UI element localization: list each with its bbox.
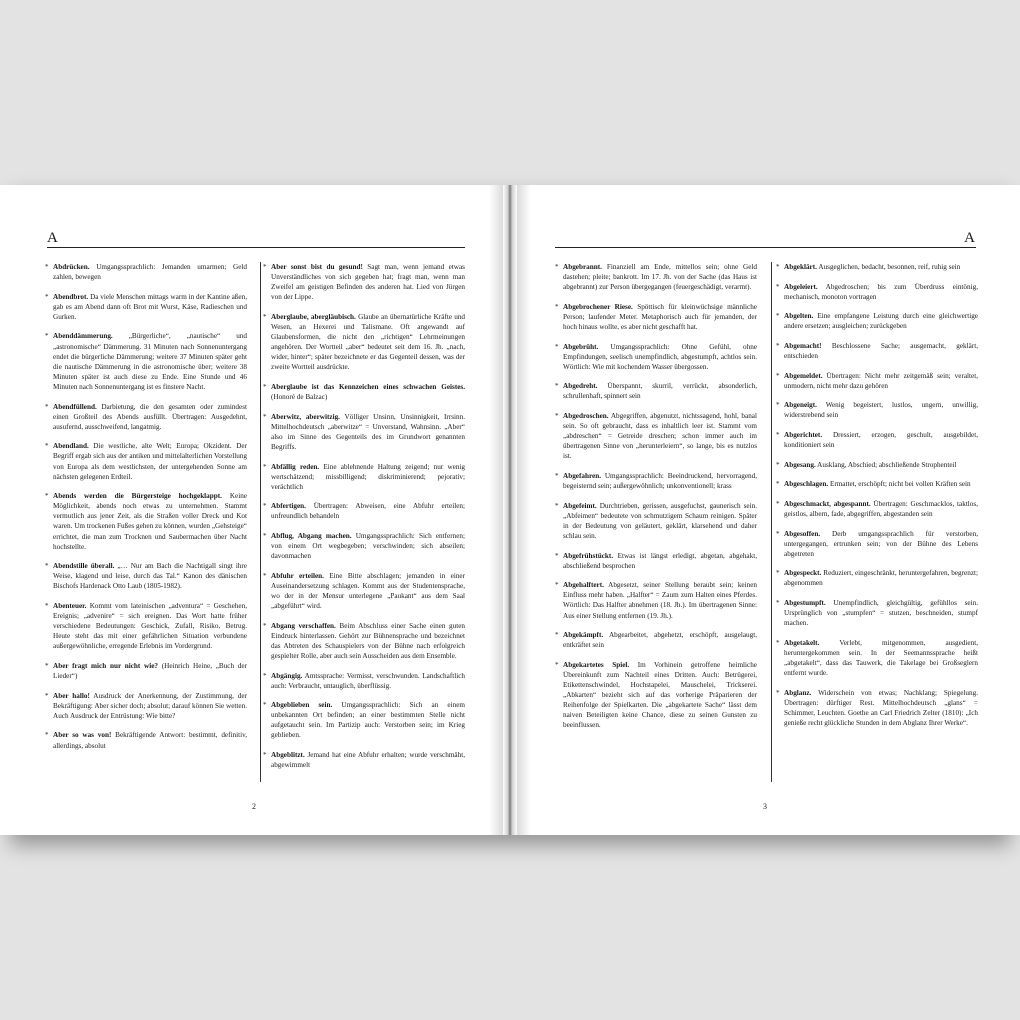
entry-definition: Amtssprache: Vermisst, verschwunden. Landschaftlich auch: Verbraucht, untauglich, überflüssig.: [271, 671, 465, 690]
dictionary-entry: [555, 302, 758, 332]
bullet-icon: *: [776, 371, 780, 380]
entry-definition: Umgangssprachlich: Jemanden umarmen; Geld zahlen, bewegen: [53, 263, 248, 282]
bullet-icon: *: [45, 442, 49, 451]
bullet-icon: *: [555, 501, 559, 510]
entry-definition: Beschlossene Sache; ausgemacht, geklärt, entschieden: [784, 341, 979, 361]
left-column-1: [45, 262, 248, 760]
bullet-icon: *: [263, 462, 267, 471]
dictionary-entry: [555, 381, 757, 401]
dictionary-entry: [45, 491, 247, 552]
bullet-icon: *: [776, 460, 780, 469]
entry-definition: Übertragen: Abweisen, eine Abfuhr erteilen; unfreundlich behandeln: [271, 502, 466, 521]
right-column-2: [776, 262, 979, 738]
dictionary-entry: [776, 430, 978, 450]
entry-term: Abgesang.: [784, 460, 816, 469]
bullet-icon: *: [776, 638, 780, 647]
entry-term: Abgebrüht.: [563, 342, 599, 351]
bullet-icon: *: [555, 581, 559, 590]
entry-term: Abgelten.: [784, 312, 814, 321]
entry-definition: „Bürgerliche“, „nautische“ und „astronomische“ Dämmerung. 31 Minuten nach Sonnenuntergang endet die bürgerliche Dämmerung; weitere 37 Minuten später geht die nautische Dämmerung in die astronomische über; weitere 38 Minuten später ist auch diese zu Ende. Eine Stunde und 46 Minuten nach Sonnenuntergang ist es finstere Nacht.: [53, 332, 247, 391]
bullet-icon: *: [776, 282, 780, 291]
dictionary-entry: [263, 750, 465, 770]
bullet-icon: *: [555, 302, 559, 311]
bullet-icon: *: [555, 472, 559, 480]
entry-term: Abgetakelt.: [784, 638, 820, 647]
bullet-icon: *: [263, 312, 267, 321]
entry-definition: (Honoré de Balzac): [271, 393, 328, 402]
dictionary-entry: [263, 412, 465, 452]
dictionary-entry: [263, 531, 465, 561]
bullet-icon: *: [263, 382, 267, 391]
header-rule: [47, 247, 465, 248]
dictionary-entry: [45, 661, 247, 681]
entry-term: Abgeschlagen.: [784, 480, 829, 489]
dictionary-entry: [45, 292, 248, 322]
entry-term: Abgängig.: [271, 671, 303, 680]
entry-definition: Etwas ist längst erledigt, abgetan, abgehakt, abschließend besprochen: [563, 551, 757, 570]
dictionary-entry: [263, 621, 465, 661]
entry-term: Aber so was von!: [53, 731, 112, 740]
dictionary-entry: [45, 402, 248, 432]
bullet-icon: *: [555, 412, 559, 421]
entry-definition: Eine Bitte abschlagen; jemanden in einer Auseinandersetzung schlagen. Kommt aus der Studentensprache, wo der in der Mensur unterlegene „Paukant“ aus dem Saal „abgeführt“ wird.: [271, 571, 466, 611]
entry-term: Abends werden die Bürgersteige hochgeklappt.: [53, 492, 222, 501]
entry-term: Abgemeldet.: [784, 371, 823, 380]
entry-term: Abgefahren.: [563, 472, 602, 480]
bullet-icon: *: [776, 569, 780, 578]
entry-term: Abgekartetes Spiel.: [563, 660, 630, 669]
entry-term: Abendstille überall.: [53, 562, 115, 571]
entry-definition: Glaube an übernatürliche Kräfte und Wesen, an Hexerei und Talismane. Oft angewandt auf Glaubensformen, die nicht den „richtigen“ Lehrmeinungen angehören. Der Wortteil „aber“ bedeutet seit dem 16. Jh. „nach, wider, hinter“; später bezeichnete er das Gegenteil dessen, was der zweite Wortteil ausdrückte.: [271, 312, 466, 372]
right-column-1: [555, 262, 758, 740]
bullet-icon: *: [263, 751, 267, 760]
dictionary-entry: [555, 630, 757, 650]
right-page: [513, 185, 1020, 835]
dictionary-entry: [776, 479, 978, 489]
dictionary-entry: [555, 660, 758, 731]
entry-definition: Bekräftigende Antwort: bestimmt, definitiv, allerdings, absolut: [53, 731, 248, 750]
bullet-icon: *: [263, 571, 267, 580]
entry-term: Abfällig reden.: [271, 462, 320, 471]
entry-definition: Ermattet, erschöpft; nicht bei vollen Kräften sein: [829, 480, 971, 489]
page-number: 3: [763, 802, 767, 811]
entry-term: Abgeklärt.: [784, 263, 817, 271]
dictionary-entry: [263, 382, 465, 402]
dictionary-entry: [555, 551, 757, 571]
bullet-icon: *: [555, 263, 559, 271]
book-gutter: [503, 185, 517, 835]
entry-definition: Umgangssprachlich: Sich an einem unbekannten Ort befinden; an einer bestimmten Stelle nicht aufgetaucht sein. Im Partizip auch: Verstorben sein; im Krieg geblieben.: [271, 701, 465, 740]
entry-term: Abgebrannt.: [563, 263, 602, 271]
dictionary-entry: [776, 311, 979, 331]
dictionary-entry: [776, 529, 978, 559]
bullet-icon: *: [776, 499, 780, 508]
entry-definition: Die westliche, alte Welt; Europa; Okzident. Der Begriff ergab sich aus der antiken und mittelalterlichen Vorstellung von Europa als dem westlichsten, der untergehenden Sonne am nächsten gelegenen Erdteil.: [53, 442, 247, 481]
bullet-icon: *: [263, 671, 267, 680]
entry-definition: Verlebt, mitgenommen, ausgedient, heruntergekommen sein. In der Seemannssprache heißt „abgetakelt“, dass das Tauwerk, die Takelage bei Großseglern entfernt wurde.: [784, 638, 978, 678]
dictionary-entry: [555, 342, 757, 372]
entry-definition: Jemand hat eine Abfuhr erhalten; wurde verschmäht, abgewimmelt: [271, 751, 465, 770]
dictionary-entry: [776, 460, 978, 470]
column-divider: [260, 262, 261, 782]
dictionary-entry: [263, 312, 466, 373]
bullet-icon: *: [45, 492, 49, 501]
bullet-icon: *: [776, 312, 780, 321]
bullet-icon: *: [263, 531, 267, 540]
entry-definition: Abgegriffen, abgenutzt, nichtssagend, hohl, banal sein. So oft gebraucht, dass es inhaltlich leer ist. Stammt vom „abdreschen“ = Getreide dreschen; schon immer auch im übertragenen Sinne von „herunterleiern“, so lange, bis es nutzlos ist.: [563, 412, 757, 461]
entry-definition: Völliger Unsinn, Unsinnigkeit, Irrsinn. Mittelhochdeutsch „aberwitze“ = Unverstand, Wahnsinn. „Aber“ also im Sinne des Gegenteils des im Grundwort genannten Begriffs.: [271, 412, 465, 451]
entry-term: Abgefrühstückt.: [563, 551, 614, 560]
bullet-icon: *: [45, 332, 49, 341]
entry-definition: Abgedroschen; bis zum Überdruss eintönig, mechanisch, monoton vortragen: [784, 282, 978, 301]
dictionary-entry: [776, 282, 978, 302]
entry-definition: Überspannt, skurril, verrückt, absonderlich, schrullenhaft, spinnert sein: [563, 382, 757, 401]
entry-definition: Keine Möglichkeit, abends noch etwas zu unternehmen. Stammt vermutlich aus jener Zeit, als die Straßen voller Dreck und Kot waren. Um trockenen Fußes gehen zu können, wurden „Gehsteige“ errichtet, die man zum Trocknen und Saubermachen über Nacht hochstellte.: [53, 492, 247, 551]
entry-term: Abgang verschaffen.: [271, 621, 336, 630]
section-letter: A: [47, 230, 58, 246]
dictionary-entry: [45, 601, 248, 651]
entry-term: Abgeleiert.: [784, 282, 818, 291]
entry-term: Abendbrot.: [53, 292, 89, 301]
entry-term: Abgeschmackt, abgespannt.: [784, 499, 871, 508]
entry-term: Abenddämmerung.: [53, 332, 113, 341]
bullet-icon: *: [555, 631, 559, 640]
dictionary-entry: [45, 331, 247, 392]
entry-definition: Sagt man, wenn jemand etwas Unverständliches von sich gegeben hat; fragt man, wenn man Zweifel am geistigen Befinden des anderen hat. Lied von Jürgen von der Lippe.: [271, 263, 465, 302]
entry-term: Abgedreht.: [563, 382, 598, 391]
entry-term: Abgehalftert.: [563, 581, 604, 590]
entry-definition: Abgearbeitet, abgehetzt, erschöpft, ausgelaugt, entkräftet sein: [563, 631, 757, 650]
dictionary-entry: [263, 571, 466, 611]
bullet-icon: *: [263, 701, 267, 710]
dictionary-entry: [555, 262, 758, 292]
entry-term: Abgefeimt.: [563, 501, 597, 510]
entry-term: Abfuhr erteilen.: [271, 571, 324, 580]
entry-definition: Eine ablehnende Haltung zeigend; nur wenig wertschätzend; missbilligend; diskriminierend; pejorativ; verächtlich: [271, 462, 466, 491]
entry-definition: Umgangssprachlich: Beeindruckend, hervorragend, begeisternd sein; außergewöhnlich; unkonventionell; krass: [563, 472, 757, 491]
bullet-icon: *: [776, 263, 780, 271]
entry-definition: Widerschein von etwas; Nachklang; Spiegelung. Übertragen: dürftiger Rest. Mittelhochdeutsch „glans“ = Schimmer, Leuchten. Goethe an Carl Friedrich Zelter (1810): „Ich genieße recht glückliche Stunden in dem Abglanz Ihrer Werke“.: [784, 688, 978, 727]
entry-term: Aberglaube, abergläubisch.: [271, 312, 356, 321]
bullet-icon: *: [776, 480, 780, 489]
dictionary-entry: [555, 411, 757, 461]
column-divider: [771, 262, 772, 782]
entry-definition: Umgangssprachlich: Ohne Gefühl, ohne Empfindungen, seelisch unempfindlich, abgestumpft, achtlos sein. Wörtlich: Wie mit kochendem Wasser übergossen.: [563, 342, 757, 371]
entry-definition: Im Vorhinein getroffene heimliche Übereinkunft zum Nachteil eines Dritten. Auch: Betrügerei, Etikettenschwindel, Hochstapelei, Mauschelei, Trickserei. „Abkarten“ bezieht sich auf das vorherige Präparieren der Reihenfolge der Spielkarten. Die „abgekartete Sache“ lässt dem naiven Beteiligten keine Chance, diese zu seinen Gunsten zu beeinflussen.: [563, 660, 758, 730]
bullet-icon: *: [776, 401, 780, 410]
entry-definition: „… Nur am Bach die Nachtigall singt ihre Weise, klagend und leise, durch das Tal.“ Kanon des dänischen Bischofs Hardenack Otto Laub (1805-1982).: [53, 562, 247, 591]
dictionary-entry: [776, 371, 979, 391]
entry-term: Abgeneigt.: [784, 401, 817, 410]
dictionary-entry: [776, 598, 978, 628]
bullet-icon: *: [776, 431, 780, 440]
entry-term: Abgemacht!: [784, 341, 822, 350]
dictionary-entry: [263, 700, 465, 740]
bullet-icon: *: [555, 382, 559, 391]
entry-term: Abgesoffen.: [784, 529, 821, 538]
entry-definition: Kommt vom lateinischen „adventura“ = Geschehen, Ereignis; „advenire“ = sich ereignen. Das Wort hatte früher verschiedene Bedeutungen: Geschick, Zufall, Risiko, Betrug. Heute steht das mit einer gefährlichen Situation verbundene außergewöhnliche, erregende Erlebnis im Vordergrund.: [53, 602, 248, 651]
entry-definition: Ausgeglichen, bedacht, besonnen, reif, ruhig sein: [818, 263, 961, 271]
bullet-icon: *: [263, 502, 267, 511]
entry-term: Abgedroschen.: [563, 412, 609, 421]
entry-term: Abendland.: [53, 442, 89, 451]
dictionary-entry: [776, 499, 978, 519]
bullet-icon: *: [776, 599, 780, 608]
header-rule: [555, 247, 976, 248]
entry-term: Abgerichtet.: [784, 431, 823, 440]
bullet-icon: *: [776, 529, 780, 538]
dictionary-entry: [263, 462, 466, 492]
dictionary-entry: [45, 691, 247, 721]
dictionary-entry: [45, 730, 248, 750]
left-page: [0, 185, 507, 835]
bullet-icon: *: [45, 731, 49, 740]
entry-definition: Dressiert, erzogen, geschult, ausgebildet, konditioniert sein: [784, 431, 978, 450]
bullet-icon: *: [45, 562, 49, 571]
bullet-icon: *: [263, 263, 267, 271]
entry-term: Abendfüllend.: [53, 402, 97, 411]
entry-term: Aberwitz, aberwitzig.: [271, 412, 340, 421]
entry-definition: Übertragen: Geschmacklos, taktlos, geistlos, albern, fade, abgegriffen, abgestanden sein: [784, 499, 978, 518]
dictionary-entry: [776, 638, 978, 678]
entry-term: Abgebrochener Riese.: [563, 302, 633, 311]
entry-term: Abdrücken.: [53, 263, 90, 271]
entry-term: Aber hallo!: [53, 691, 90, 700]
entry-definition: Darbietung, die den gesamten oder zumindest einen Großteil des Abends ausfüllt. Übertragen: Ausgedehnt, ausufernd, ausschweifend, langatmig.: [53, 402, 248, 431]
entry-term: Aber sonst bist du gesund!: [271, 263, 363, 271]
entry-term: Aberglaube ist das Kennzeichen eines schwachen Geistes.: [271, 382, 465, 391]
entry-definition: Derb umgangssprachlich für verstorben, untergegangen, ertrunken sein; von der Bühne des Lebens abgetreten: [784, 529, 978, 558]
entry-term: Abenteuer.: [53, 602, 87, 611]
dictionary-entry: [555, 471, 757, 491]
bullet-icon: *: [45, 602, 49, 611]
dictionary-entry: [45, 441, 247, 481]
entry-term: Abflug, Abgang machen.: [271, 531, 352, 540]
dictionary-entry: [776, 341, 979, 361]
dictionary-entry: [263, 262, 465, 302]
entry-term: Abgespeckt.: [784, 569, 822, 578]
dictionary-entry: [45, 262, 248, 282]
bullet-icon: *: [555, 342, 559, 351]
bullet-icon: *: [45, 402, 49, 411]
entry-term: Abfertigen.: [271, 502, 306, 511]
entry-definition: (Heinrich Heine, „Buch der Lieder“): [53, 662, 247, 681]
bullet-icon: *: [263, 412, 267, 421]
dictionary-entry: [555, 580, 757, 620]
entry-definition: Da viele Menschen mittags warm in der Kantine aßen, gab es am Abend dann oft Brot mit Wurst, Käse, Radieschen und Gurken.: [53, 292, 248, 321]
bullet-icon: *: [555, 551, 559, 560]
bullet-icon: *: [555, 660, 559, 669]
entry-definition: Ausdruck der Anerkennung, der Zustimmung, der Bekräftigung: Aber sicher doch; absolut; darauf können Sie wetten. Auch Ausdruck der Entrüstung: Wie bitte?: [53, 691, 247, 720]
entry-definition: Abgesetzt, seiner Stellung beraubt sein; keinen Einfluss mehr haben. „Halfter“ = Zaum zum Halten eines Pferdes. Wörtlich: Das Halfter abnehmen (18. Jh.). Im übertragenen Sinne: Aus einer Stellung entfernen (19. Jh.).: [563, 581, 757, 620]
page-number: 2: [252, 802, 256, 811]
dictionary-entry: [45, 561, 247, 591]
bullet-icon: *: [263, 621, 267, 630]
section-letter: A: [964, 230, 975, 246]
entry-definition: Eine empfangene Leistung durch eine gleichwertige andere ersetzen; ausgleichen; zurückgeben: [784, 312, 979, 331]
entry-term: Abgeblieben sein.: [271, 701, 333, 710]
entry-definition: Reduziert, eingeschränkt, heruntergefahren, begrenzt; abgenommen: [784, 569, 979, 588]
entry-definition: Übertragen: Nicht mehr zeitgemäß sein; veraltet, unmodern, nicht mehr dazu gehören: [784, 371, 979, 390]
bullet-icon: *: [776, 341, 780, 350]
bullet-icon: *: [45, 662, 49, 670]
entry-term: Abgeblitzt.: [271, 751, 305, 760]
dictionary-entry: [776, 568, 979, 588]
entry-term: Abgestumpft.: [784, 599, 826, 608]
entry-term: Abglanz.: [784, 688, 812, 697]
dictionary-entry: [263, 501, 466, 521]
entry-definition: Wenig begeistert, lustlos, ungern, unwillig, widerstrebend sein: [784, 401, 978, 420]
entry-definition: Spöttisch für kleinwüchsige männliche Person; laufender Meter. Metaphorisch auch für jemanden, der hoch hinaus wollte, es aber nicht geschafft hat.: [563, 302, 758, 331]
entry-term: Aber fragt mich nur nicht wie?: [53, 662, 159, 670]
entry-term: Abgekämpft.: [563, 631, 604, 640]
dictionary-entry: [263, 671, 465, 691]
dictionary-entry: [555, 501, 757, 541]
entry-definition: Finanziell am Ende, mittellos sein; ohne Geld dastehen; pleite; bankrott. Im 17. Jh. von der Sache (das Haus ist abgebrannt) zur Person übergegangen (feuergeschädigt, verarmt).: [563, 263, 758, 292]
entry-definition: Unempfindlich, gleichgültig, gefühllos sein. Ursprünglich von „stumpfen“ = stutzen, beschneiden, stumpf machen.: [784, 599, 978, 628]
entry-definition: Beim Abschluss einer Sache einen guten Eindruck hinterlassen. Gehört zur Bühnensprache und bezeichnet das Abtreten des Schauspielers von der Bühne nach erfolgreich gespielter Rolle, aber auch sein Ausscheiden aus dem Ensemble.: [271, 621, 465, 660]
left-column-2: [263, 262, 466, 780]
bullet-icon: *: [45, 263, 49, 271]
dictionary-entry: [776, 688, 978, 728]
dictionary-entry: [776, 262, 978, 272]
entry-definition: Ausklang, Abschied; abschließende Strophenteil: [817, 460, 957, 469]
bullet-icon: *: [45, 292, 49, 301]
bullet-icon: *: [45, 691, 49, 700]
entry-definition: Umgangssprachlich: Sich entfernen; von einem Ort wegbegeben; verschwinden; sich abseilen; davonmachen: [271, 531, 465, 561]
bullet-icon: *: [776, 688, 780, 697]
entry-definition: Durchtrieben, gerissen, ausgefuchst, gaunerisch sein. „Abfeimen“ bedeutete von schmutzigem Schaum reinigen. Später in der Bedeutung von geläutert, geklärt, klarsehend und daher schlau sein.: [563, 501, 757, 540]
dictionary-entry: [776, 400, 978, 420]
